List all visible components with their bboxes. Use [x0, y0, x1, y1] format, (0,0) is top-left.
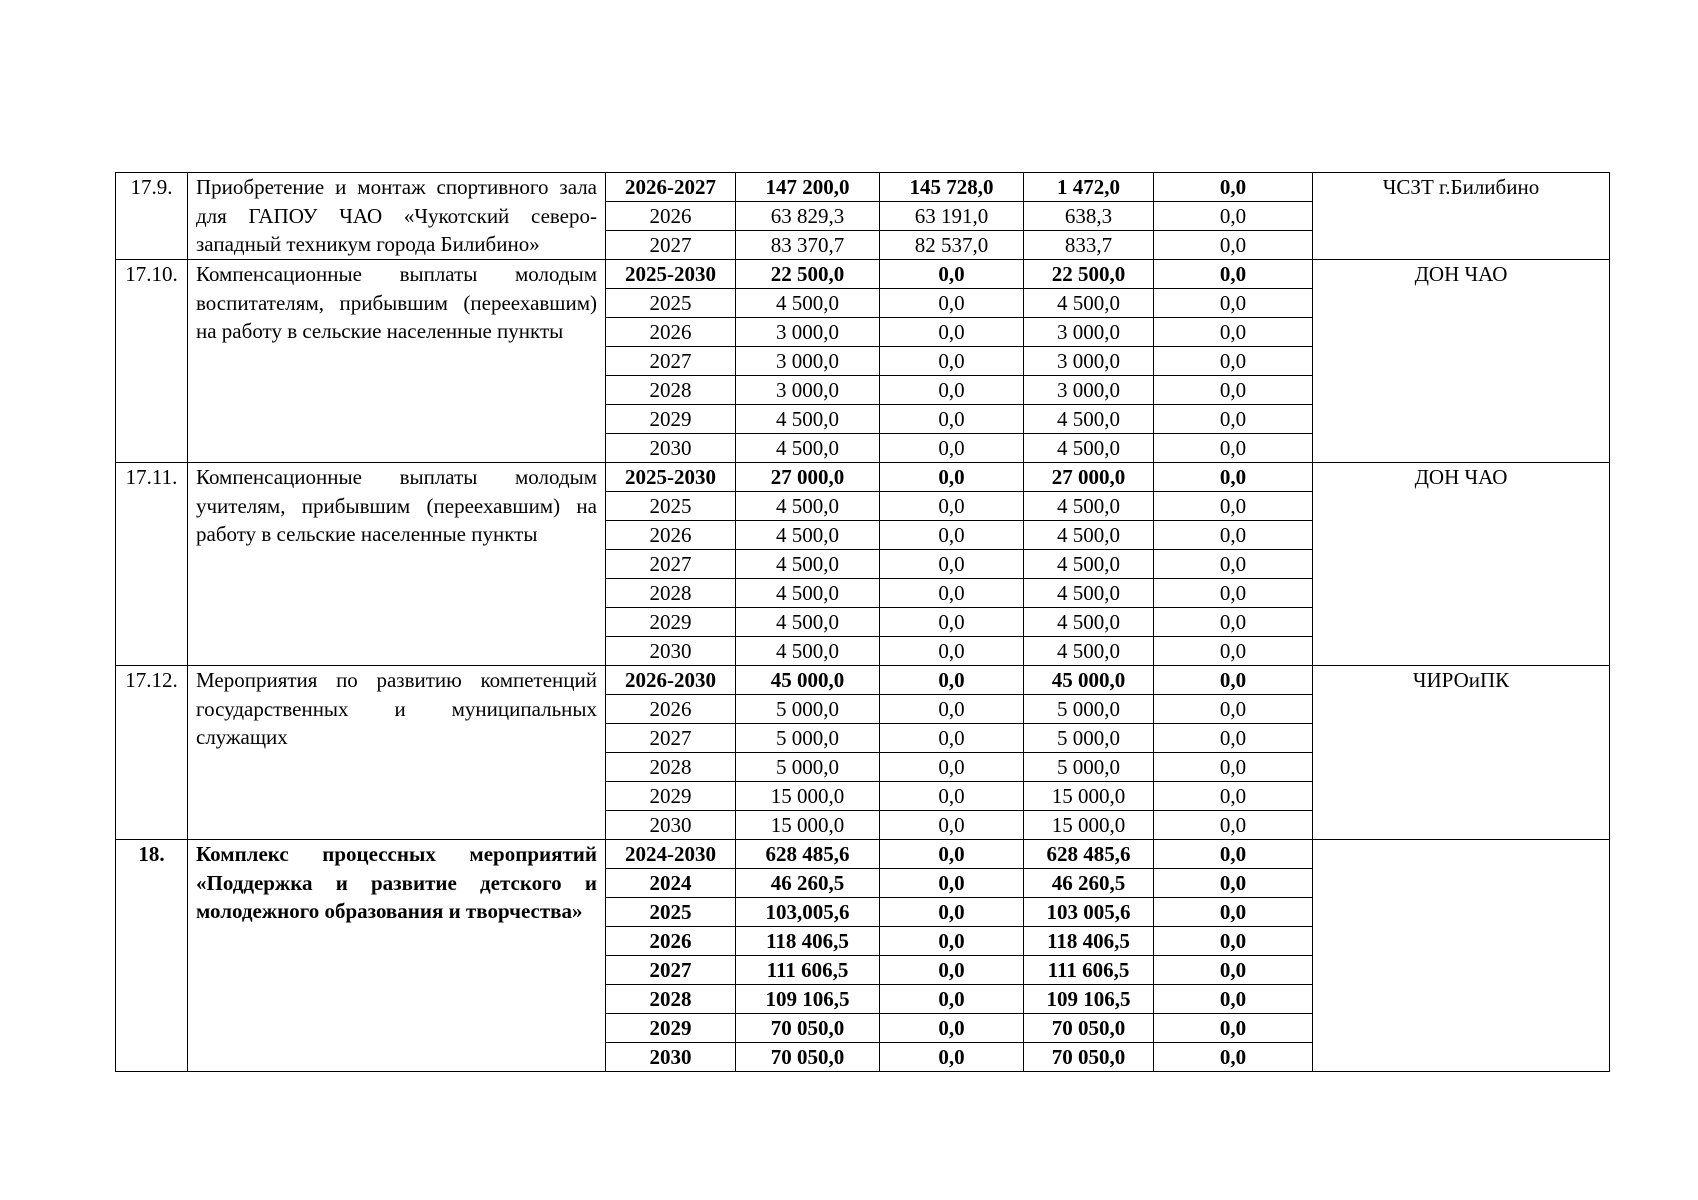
regional-cell: 4 500,0	[1024, 521, 1154, 550]
item-number: 17.9.	[116, 173, 188, 260]
item-number: 17.11.	[116, 463, 188, 666]
other-cell: 0,0	[1154, 492, 1313, 521]
total-cell: 4 500,0	[736, 521, 880, 550]
period-cell: 2030	[606, 1043, 736, 1072]
federal-cell: 0,0	[880, 318, 1024, 347]
regional-cell: 833,7	[1024, 231, 1154, 260]
total-cell: 4 500,0	[736, 289, 880, 318]
federal-cell: 0,0	[880, 608, 1024, 637]
program-group	[116, 260, 1610, 463]
other-cell: 0,0	[1154, 231, 1313, 260]
other-cell: 0,0	[1154, 840, 1313, 869]
period-cell: 2027	[606, 231, 736, 260]
responsible-executor: ДОН ЧАО	[1313, 463, 1610, 666]
total-cell: 70 050,0	[736, 1014, 880, 1043]
other-cell: 0,0	[1154, 608, 1313, 637]
period-cell: 2027	[606, 724, 736, 753]
regional-cell: 628 485,6	[1024, 840, 1154, 869]
regional-cell: 638,3	[1024, 202, 1154, 231]
regional-cell: 111 606,5	[1024, 956, 1154, 985]
regional-cell: 3 000,0	[1024, 376, 1154, 405]
table-row	[116, 173, 1610, 202]
total-cell: 22 500,0	[736, 260, 880, 289]
federal-cell: 0,0	[880, 376, 1024, 405]
total-cell: 15 000,0	[736, 782, 880, 811]
total-cell: 147 200,0	[736, 173, 880, 202]
total-cell: 5 000,0	[736, 695, 880, 724]
period-cell: 2028	[606, 376, 736, 405]
period-cell: 2028	[606, 579, 736, 608]
item-number: 17.12.	[116, 666, 188, 840]
federal-cell: 0,0	[880, 956, 1024, 985]
responsible-executor: ЧСЗТ г.Билибино	[1313, 173, 1610, 260]
table-row	[116, 260, 1610, 289]
total-cell: 46 260,5	[736, 869, 880, 898]
federal-cell: 0,0	[880, 492, 1024, 521]
other-cell: 0,0	[1154, 434, 1313, 463]
total-cell: 70 050,0	[736, 1043, 880, 1072]
federal-cell: 0,0	[880, 695, 1024, 724]
other-cell: 0,0	[1154, 695, 1313, 724]
other-cell: 0,0	[1154, 637, 1313, 666]
other-cell: 0,0	[1154, 579, 1313, 608]
federal-cell: 82 537,0	[880, 231, 1024, 260]
federal-cell: 0,0	[880, 637, 1024, 666]
federal-cell: 0,0	[880, 869, 1024, 898]
total-cell: 628 485,6	[736, 840, 880, 869]
regional-cell: 15 000,0	[1024, 782, 1154, 811]
period-cell: 2029	[606, 782, 736, 811]
federal-cell: 0,0	[880, 840, 1024, 869]
period-cell: 2026-2030	[606, 666, 736, 695]
period-cell: 2025	[606, 289, 736, 318]
period-cell: 2025	[606, 898, 736, 927]
regional-cell: 3 000,0	[1024, 318, 1154, 347]
other-cell: 0,0	[1154, 724, 1313, 753]
federal-cell: 0,0	[880, 347, 1024, 376]
period-cell: 2025-2030	[606, 463, 736, 492]
regional-cell: 4 500,0	[1024, 492, 1154, 521]
federal-cell: 145 728,0	[880, 173, 1024, 202]
program-group	[116, 173, 1610, 260]
item-description: Компенсационные выплаты молодым учителям, прибывшим (переехавшим) на работу в сельские населенные пункты	[188, 463, 606, 666]
item-description: Компенсационные выплаты молодым воспитателям, прибывшим (переехавшим) на работу в сельские населенные пункты	[188, 260, 606, 463]
total-cell: 3 000,0	[736, 376, 880, 405]
period-cell: 2030	[606, 811, 736, 840]
total-cell: 4 500,0	[736, 637, 880, 666]
regional-cell: 45 000,0	[1024, 666, 1154, 695]
period-cell: 2028	[606, 753, 736, 782]
other-cell: 0,0	[1154, 666, 1313, 695]
federal-cell: 0,0	[880, 463, 1024, 492]
regional-cell: 46 260,5	[1024, 869, 1154, 898]
federal-cell: 0,0	[880, 666, 1024, 695]
table-row	[116, 840, 1610, 869]
other-cell: 0,0	[1154, 289, 1313, 318]
other-cell: 0,0	[1154, 898, 1313, 927]
regional-cell: 5 000,0	[1024, 753, 1154, 782]
period-cell: 2026	[606, 202, 736, 231]
federal-cell: 0,0	[880, 811, 1024, 840]
total-cell: 83 370,7	[736, 231, 880, 260]
period-cell: 2027	[606, 956, 736, 985]
period-cell: 2026	[606, 927, 736, 956]
regional-cell: 5 000,0	[1024, 724, 1154, 753]
total-cell: 4 500,0	[736, 405, 880, 434]
total-cell: 3 000,0	[736, 318, 880, 347]
period-cell: 2030	[606, 434, 736, 463]
total-cell: 103,005,6	[736, 898, 880, 927]
other-cell: 0,0	[1154, 753, 1313, 782]
federal-cell: 0,0	[880, 1043, 1024, 1072]
federal-cell: 0,0	[880, 1014, 1024, 1043]
federal-cell: 0,0	[880, 579, 1024, 608]
other-cell: 0,0	[1154, 1043, 1313, 1072]
period-cell: 2026	[606, 318, 736, 347]
total-cell: 111 606,5	[736, 956, 880, 985]
regional-cell: 118 406,5	[1024, 927, 1154, 956]
total-cell: 4 500,0	[736, 608, 880, 637]
item-number: 17.10.	[116, 260, 188, 463]
federal-cell: 0,0	[880, 289, 1024, 318]
program-group	[116, 463, 1610, 666]
total-cell: 27 000,0	[736, 463, 880, 492]
regional-cell: 27 000,0	[1024, 463, 1154, 492]
other-cell: 0,0	[1154, 318, 1313, 347]
period-cell: 2025	[606, 492, 736, 521]
federal-cell: 0,0	[880, 985, 1024, 1014]
regional-cell: 4 500,0	[1024, 637, 1154, 666]
other-cell: 0,0	[1154, 956, 1313, 985]
regional-cell: 4 500,0	[1024, 289, 1154, 318]
federal-cell: 0,0	[880, 927, 1024, 956]
period-cell: 2025-2030	[606, 260, 736, 289]
federal-cell: 0,0	[880, 898, 1024, 927]
other-cell: 0,0	[1154, 347, 1313, 376]
federal-cell: 0,0	[880, 782, 1024, 811]
period-cell: 2027	[606, 550, 736, 579]
other-cell: 0,0	[1154, 521, 1313, 550]
federal-cell: 0,0	[880, 550, 1024, 579]
total-cell: 109 106,5	[736, 985, 880, 1014]
item-description: Мероприятия по развитию компетенций государственных и муниципальных служащих	[188, 666, 606, 840]
other-cell: 0,0	[1154, 1014, 1313, 1043]
federal-cell: 0,0	[880, 753, 1024, 782]
regional-cell: 22 500,0	[1024, 260, 1154, 289]
regional-cell: 4 500,0	[1024, 550, 1154, 579]
period-cell: 2024-2030	[606, 840, 736, 869]
other-cell: 0,0	[1154, 376, 1313, 405]
regional-cell: 4 500,0	[1024, 579, 1154, 608]
item-description: Комплекс процессных мероприятий «Поддержка и развитие детского и молодежного образования и творчества»	[188, 840, 606, 1072]
table-row	[116, 666, 1610, 695]
period-cell: 2024	[606, 869, 736, 898]
regional-cell: 109 106,5	[1024, 985, 1154, 1014]
item-number: 18.	[116, 840, 188, 1072]
federal-cell: 0,0	[880, 724, 1024, 753]
regional-cell: 5 000,0	[1024, 695, 1154, 724]
federal-cell: 63 191,0	[880, 202, 1024, 231]
other-cell: 0,0	[1154, 173, 1313, 202]
other-cell: 0,0	[1154, 260, 1313, 289]
period-cell: 2026-2027	[606, 173, 736, 202]
responsible-executor: ЧИРОиПК	[1313, 666, 1610, 840]
total-cell: 4 500,0	[736, 579, 880, 608]
regional-cell: 15 000,0	[1024, 811, 1154, 840]
regional-cell: 3 000,0	[1024, 347, 1154, 376]
other-cell: 0,0	[1154, 550, 1313, 579]
regional-cell: 103 005,6	[1024, 898, 1154, 927]
program-group	[116, 666, 1610, 840]
regional-cell: 4 500,0	[1024, 608, 1154, 637]
total-cell: 5 000,0	[736, 753, 880, 782]
regional-cell: 4 500,0	[1024, 405, 1154, 434]
total-cell: 63 829,3	[736, 202, 880, 231]
total-cell: 118 406,5	[736, 927, 880, 956]
period-cell: 2028	[606, 985, 736, 1014]
responsible-executor: ДОН ЧАО	[1313, 260, 1610, 463]
table-row	[116, 463, 1610, 492]
total-cell: 4 500,0	[736, 434, 880, 463]
item-description: Приобретение и монтаж спортивного зала для ГАПОУ ЧАО «Чукотский северо-западный техникум города Билибино»	[188, 173, 606, 260]
other-cell: 0,0	[1154, 405, 1313, 434]
regional-cell: 1 472,0	[1024, 173, 1154, 202]
total-cell: 5 000,0	[736, 724, 880, 753]
period-cell: 2029	[606, 1014, 736, 1043]
period-cell: 2029	[606, 405, 736, 434]
other-cell: 0,0	[1154, 869, 1313, 898]
period-cell: 2030	[606, 637, 736, 666]
total-cell: 3 000,0	[736, 347, 880, 376]
total-cell: 15 000,0	[736, 811, 880, 840]
other-cell: 0,0	[1154, 985, 1313, 1014]
program-group	[116, 840, 1610, 1072]
federal-cell: 0,0	[880, 260, 1024, 289]
regional-cell: 4 500,0	[1024, 434, 1154, 463]
regional-cell: 70 050,0	[1024, 1043, 1154, 1072]
federal-cell: 0,0	[880, 434, 1024, 463]
responsible-executor	[1313, 840, 1610, 1072]
federal-cell: 0,0	[880, 521, 1024, 550]
other-cell: 0,0	[1154, 463, 1313, 492]
period-cell: 2026	[606, 521, 736, 550]
other-cell: 0,0	[1154, 202, 1313, 231]
period-cell: 2027	[606, 347, 736, 376]
period-cell: 2026	[606, 695, 736, 724]
other-cell: 0,0	[1154, 782, 1313, 811]
total-cell: 45 000,0	[736, 666, 880, 695]
other-cell: 0,0	[1154, 811, 1313, 840]
period-cell: 2029	[606, 608, 736, 637]
budget-table	[115, 172, 1610, 1072]
federal-cell: 0,0	[880, 405, 1024, 434]
total-cell: 4 500,0	[736, 492, 880, 521]
other-cell: 0,0	[1154, 927, 1313, 956]
regional-cell: 70 050,0	[1024, 1014, 1154, 1043]
total-cell: 4 500,0	[736, 550, 880, 579]
